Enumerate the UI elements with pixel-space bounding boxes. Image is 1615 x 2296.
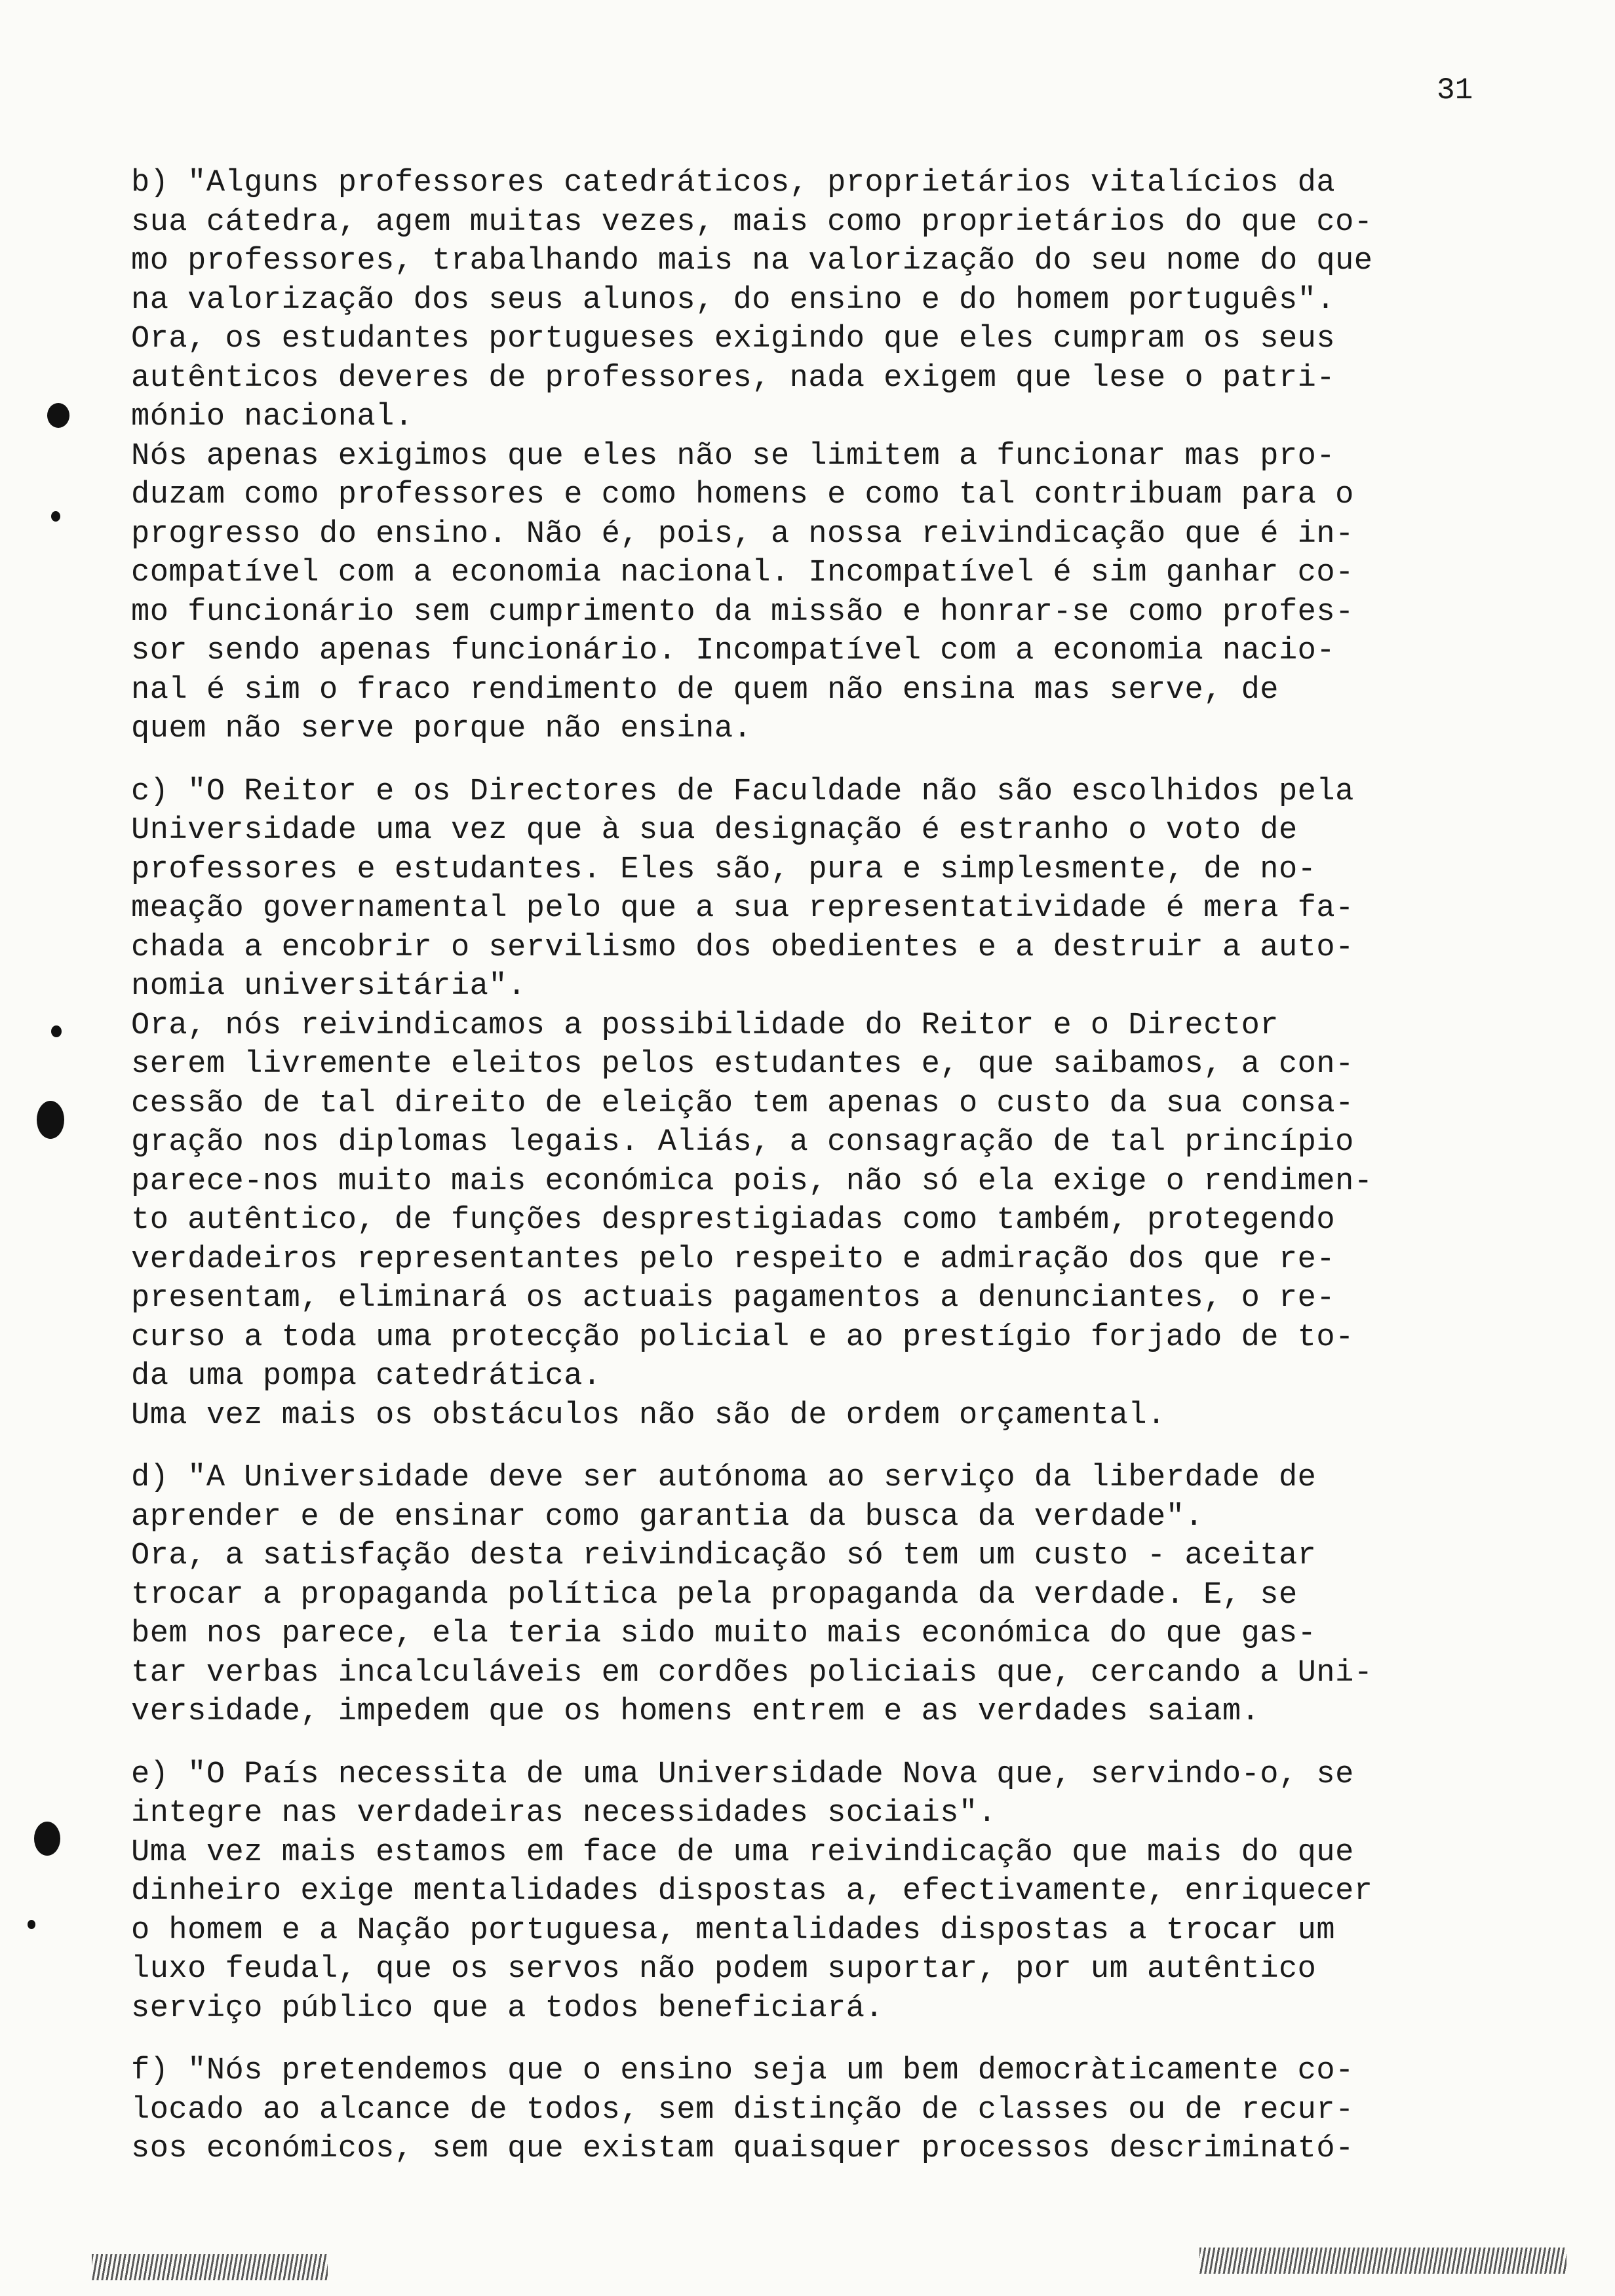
text-line: compatível com a economia nacional. Incompatível é sim ganhar co- [131,556,1354,590]
text-line: f) "Nós pretendemos que o ensino seja um bem democràticamente co- [131,2054,1354,2088]
text-line: curso a toda uma protecção policial e ao prestígio forjado de to- [131,1320,1354,1355]
text-line: tar verbas incalculáveis em cordões policiais que, cercando a Uni- [131,1655,1373,1691]
text-line: parece-nos muito mais económica pois, não só ela exige o rendimen- [131,1164,1373,1199]
text-line: quem não serve porque não ensina. [131,712,752,746]
text-line: versidade, impedem que os homens entrem e as verdades saiam. [131,1694,1260,1729]
text-line: Universidade uma vez que à sua designação é estranho o voto de [131,813,1298,848]
binder-hole-mark [28,1920,35,1929]
text-line: c) "O Reitor e os Directores de Faculdade não são escolhidos pela [131,774,1354,809]
text-line: na valorização dos seus alunos, do ensino e do homem português". [131,282,1336,318]
text-line: serviço público que a todos beneficiará. [131,1991,884,2026]
text-line: aprender e de ensinar como garantia da busca da verdade". [131,1499,1204,1535]
text-line: d) "A Universidade deve ser autónoma ao serviço da liberdade de [131,1461,1317,1495]
text-line: chada a encobrir o servilismo dos obedientes e a destruir a auto- [131,930,1354,965]
binder-hole-mark [37,1101,64,1139]
text-line: trocar a propaganda política pela propaganda da verdade. E, se [131,1577,1298,1613]
page-number: 31 [1437,73,1473,107]
text-line: sor sendo apenas funcionário. Incompatível com a economia nacio- [131,634,1336,668]
text-line: b) "Alguns professores catedráticos, proprietários vitalícios da [131,166,1336,201]
text-line: Ora, os estudantes portugueses exigindo que eles cumpram os seus [131,322,1336,356]
text-line: Ora, nós reivindicamos a possibilidade do Reitor e o Director [131,1008,1279,1043]
text-line: meação governamental pelo que a sua representatividade é mera fa- [131,891,1354,926]
text-line: serem livremente eleitos pelos estudantes e, que saibamos, a con- [131,1047,1354,1082]
text-line: mo professores, trabalhando mais na valorização do seu nome do que [131,244,1373,278]
text-line: mo funcionário sem cumprimento da missão e honrar-se como profes- [131,594,1354,630]
paragraph-c [131,773,1540,1436]
text-line: e) "O País necessita de uma Universidade Nova que, servindo-o, se [131,1757,1354,1792]
binder-hole-mark [51,511,60,522]
document-body [131,164,1540,2192]
text-line: gração nos diplomas legais. Aliás, a consagração de tal princípio [131,1125,1354,1160]
text-line: Ora, a satisfação desta reivindicação só tem um custo - aceitar [131,1539,1317,1573]
text-line: duzam como professores e como homens e como tal contribuam para o [131,478,1354,512]
text-line: professores e estudantes. Eles são, pura e simplesmente, de no- [131,852,1317,887]
binder-hole-mark [47,403,69,428]
paragraph-e [131,1755,1540,2029]
text-line: da uma pompa catedrática. [131,1359,602,1394]
text-line: luxo feudal, que os servos não podem suportar, por um autêntico [131,1952,1317,1987]
binder-hole-mark [51,1025,62,1037]
text-line: bem nos parece, ela teria sido muito mais económica do que gas- [131,1617,1317,1651]
text-line: to autêntico, de funções desprestigiadas como também, protegendo [131,1203,1336,1238]
text-line: Uma vez mais os obstáculos não são de ordem orçamental. [131,1398,1166,1433]
text-line: locado ao alcance de todos, sem distinção de classes ou de recur- [131,2092,1354,2128]
text-line: verdadeiros representantes pelo respeito e admiração dos que re- [131,1242,1336,1277]
text-line: dinheiro exige mentalidades dispostas a, efectivamente, enriquecer [131,1874,1373,1909]
text-line: o homem e a Nação portuguesa, mentalidades dispostas a trocar um [131,1913,1336,1948]
text-line: integre nas verdadeiras necessidades sociais". [131,1796,997,1831]
text-line: autênticos deveres de professores, nada exigem que lese o patri- [131,360,1336,396]
paragraph-d [131,1459,1540,1732]
paragraph-b [131,164,1540,749]
binder-hole-mark [34,1822,60,1856]
text-line: progresso do ensino. Não é, pois, a nossa reivindicação que é in- [131,516,1354,552]
text-line: cessão de tal direito de eleição tem apenas o custo da sua consa- [131,1086,1354,1121]
text-line: Uma vez mais estamos em face de uma reivindicação que mais do que [131,1835,1354,1870]
text-line: nal é sim o fraco rendimento de quem não ensina mas serve, de [131,672,1279,708]
text-line: sua cátedra, agem muitas vezes, mais como proprietários do que co- [131,204,1373,240]
text-line: presentam, eliminará os actuais pagamentos a denunciantes, o re- [131,1281,1336,1316]
text-line: mónio nacional. [131,400,414,434]
text-line: Nós apenas exigimos que eles não se limitem a funcionar mas pro- [131,438,1336,474]
text-line: sos económicos, sem que existam quaisquer processos descriminató- [131,2132,1354,2166]
scan-smudge [92,2254,328,2280]
text-line: nomia universitária". [131,969,526,1004]
scan-smudge [1199,2248,1566,2274]
paragraph-f [131,2052,1540,2169]
